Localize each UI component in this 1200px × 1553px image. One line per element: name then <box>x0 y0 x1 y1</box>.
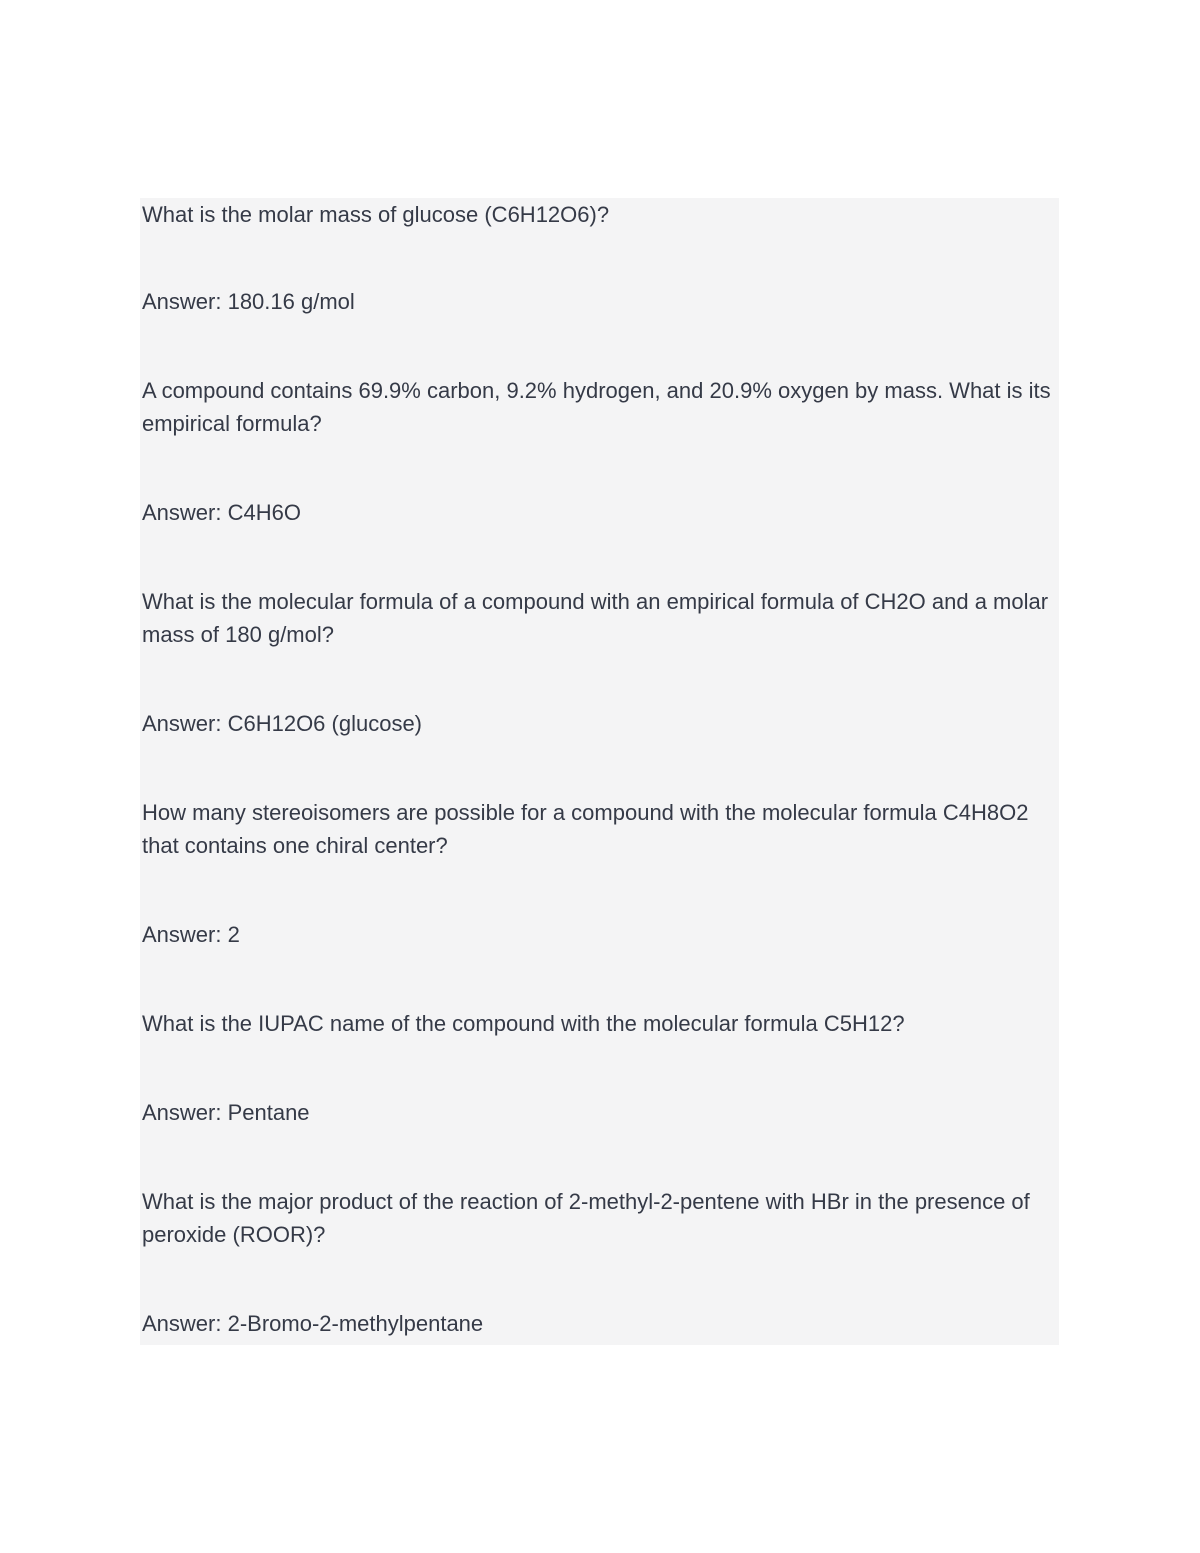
question-6: What is the major product of the reaction of 2-methyl-2-pentene with HBr in the presence of peroxide (ROOR)? <box>142 1189 1030 1247</box>
question-3: What is the molecular formula of a compound with an empirical formula of CH2O and a molar mass of 180 g/mol? <box>142 589 1049 647</box>
answer-2: Answer: C4H6O <box>142 500 301 525</box>
question-4: How many stereoisomers are possible for a compound with the molecular formula C4H8O2 that contains one chiral center? <box>142 800 1029 858</box>
question-2: A compound contains 69.9% carbon, 9.2% hydrogen, and 20.9% oxygen by mass. What is its empirical formula? <box>142 378 1051 436</box>
question-5: What is the IUPAC name of the compound with the molecular formula C5H12? <box>142 1011 905 1036</box>
qa-panel <box>140 198 1059 1345</box>
answer-1: Answer: 180.16 g/mol <box>142 289 355 314</box>
answer-3: Answer: C6H12O6 (glucose) <box>142 711 423 736</box>
answer-4: Answer: 2 <box>142 922 240 947</box>
answer-5: Answer: Pentane <box>142 1100 310 1125</box>
question-1: What is the molar mass of glucose (C6H12O6)? <box>142 202 610 227</box>
answer-6: Answer: 2-Bromo-2-methylpentane <box>142 1311 484 1336</box>
